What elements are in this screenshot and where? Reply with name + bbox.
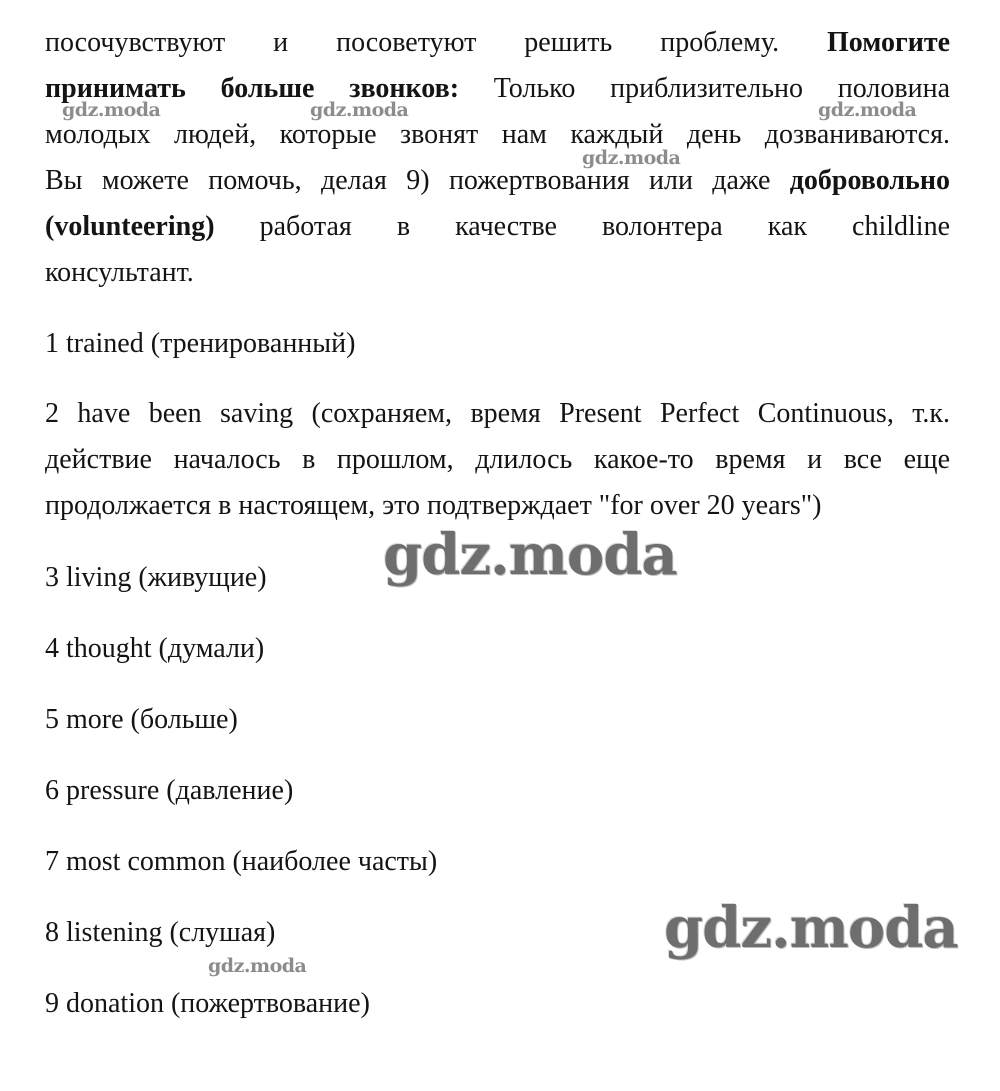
watermark-logo: gdz.moda — [310, 99, 409, 121]
paragraph-line-4 — [45, 158, 950, 204]
paragraph-line-2 — [45, 66, 950, 112]
answer-item-6: 6 pressure (давление) — [45, 775, 294, 806]
paragraph-line-6: консультант. — [45, 257, 194, 288]
translation-paragraph — [45, 20, 950, 296]
bold-phrase: принимать больше звонков: — [45, 73, 460, 104]
watermark-logo: gdz.moda — [582, 147, 681, 169]
paragraph-text: Вы можете помочь, делая 9) пожертвования или даже — [45, 165, 771, 196]
answer-item-2: 2 have been saving (сохраняем, время Present Perfect Continuous, т.к. действие началось в прошлом, длилось какое-то время и все еще продолжается в настоящем, это подтверждает "for over 20 years") — [45, 398, 950, 521]
answer-item-9: 9 donation (пожертвование) — [45, 988, 370, 1019]
paragraph-text: работая в качестве волонтера как childline — [259, 211, 950, 242]
answer-item-1: 1 trained (тренированный) — [45, 328, 356, 359]
paragraph-line-5 — [45, 204, 950, 250]
watermark-logo: gdz.moda — [208, 955, 307, 977]
answer-item-7: 7 most common (наиболее часты) — [45, 846, 438, 877]
bold-phrase: добровольно — [789, 165, 950, 196]
bold-phrase: Помогите — [827, 27, 951, 58]
answer-item-3: 3 living (живущие) — [45, 562, 267, 593]
paragraph-text: Только приблизительно половина — [493, 73, 950, 104]
watermark-logo: gdz.moda — [62, 99, 161, 121]
paragraph-line-3: молодых людей, которые звонят нам каждый день дозваниваются. — [45, 119, 950, 150]
paragraph-line-1 — [45, 20, 950, 66]
watermark-logo-large: gdz.moda — [664, 895, 958, 961]
answer-item-5: 5 more (больше) — [45, 704, 238, 735]
answer-item-8: 8 listening (слушая) — [45, 917, 276, 948]
watermark-logo: gdz.moda — [818, 99, 917, 121]
paragraph-text: посочувствуют и посоветуют решить проблему. — [45, 27, 780, 58]
bold-phrase: (volunteering) — [45, 211, 215, 242]
watermark-logo-large: gdz.moda — [383, 522, 677, 588]
answer-item-4: 4 thought (думали) — [45, 633, 265, 664]
